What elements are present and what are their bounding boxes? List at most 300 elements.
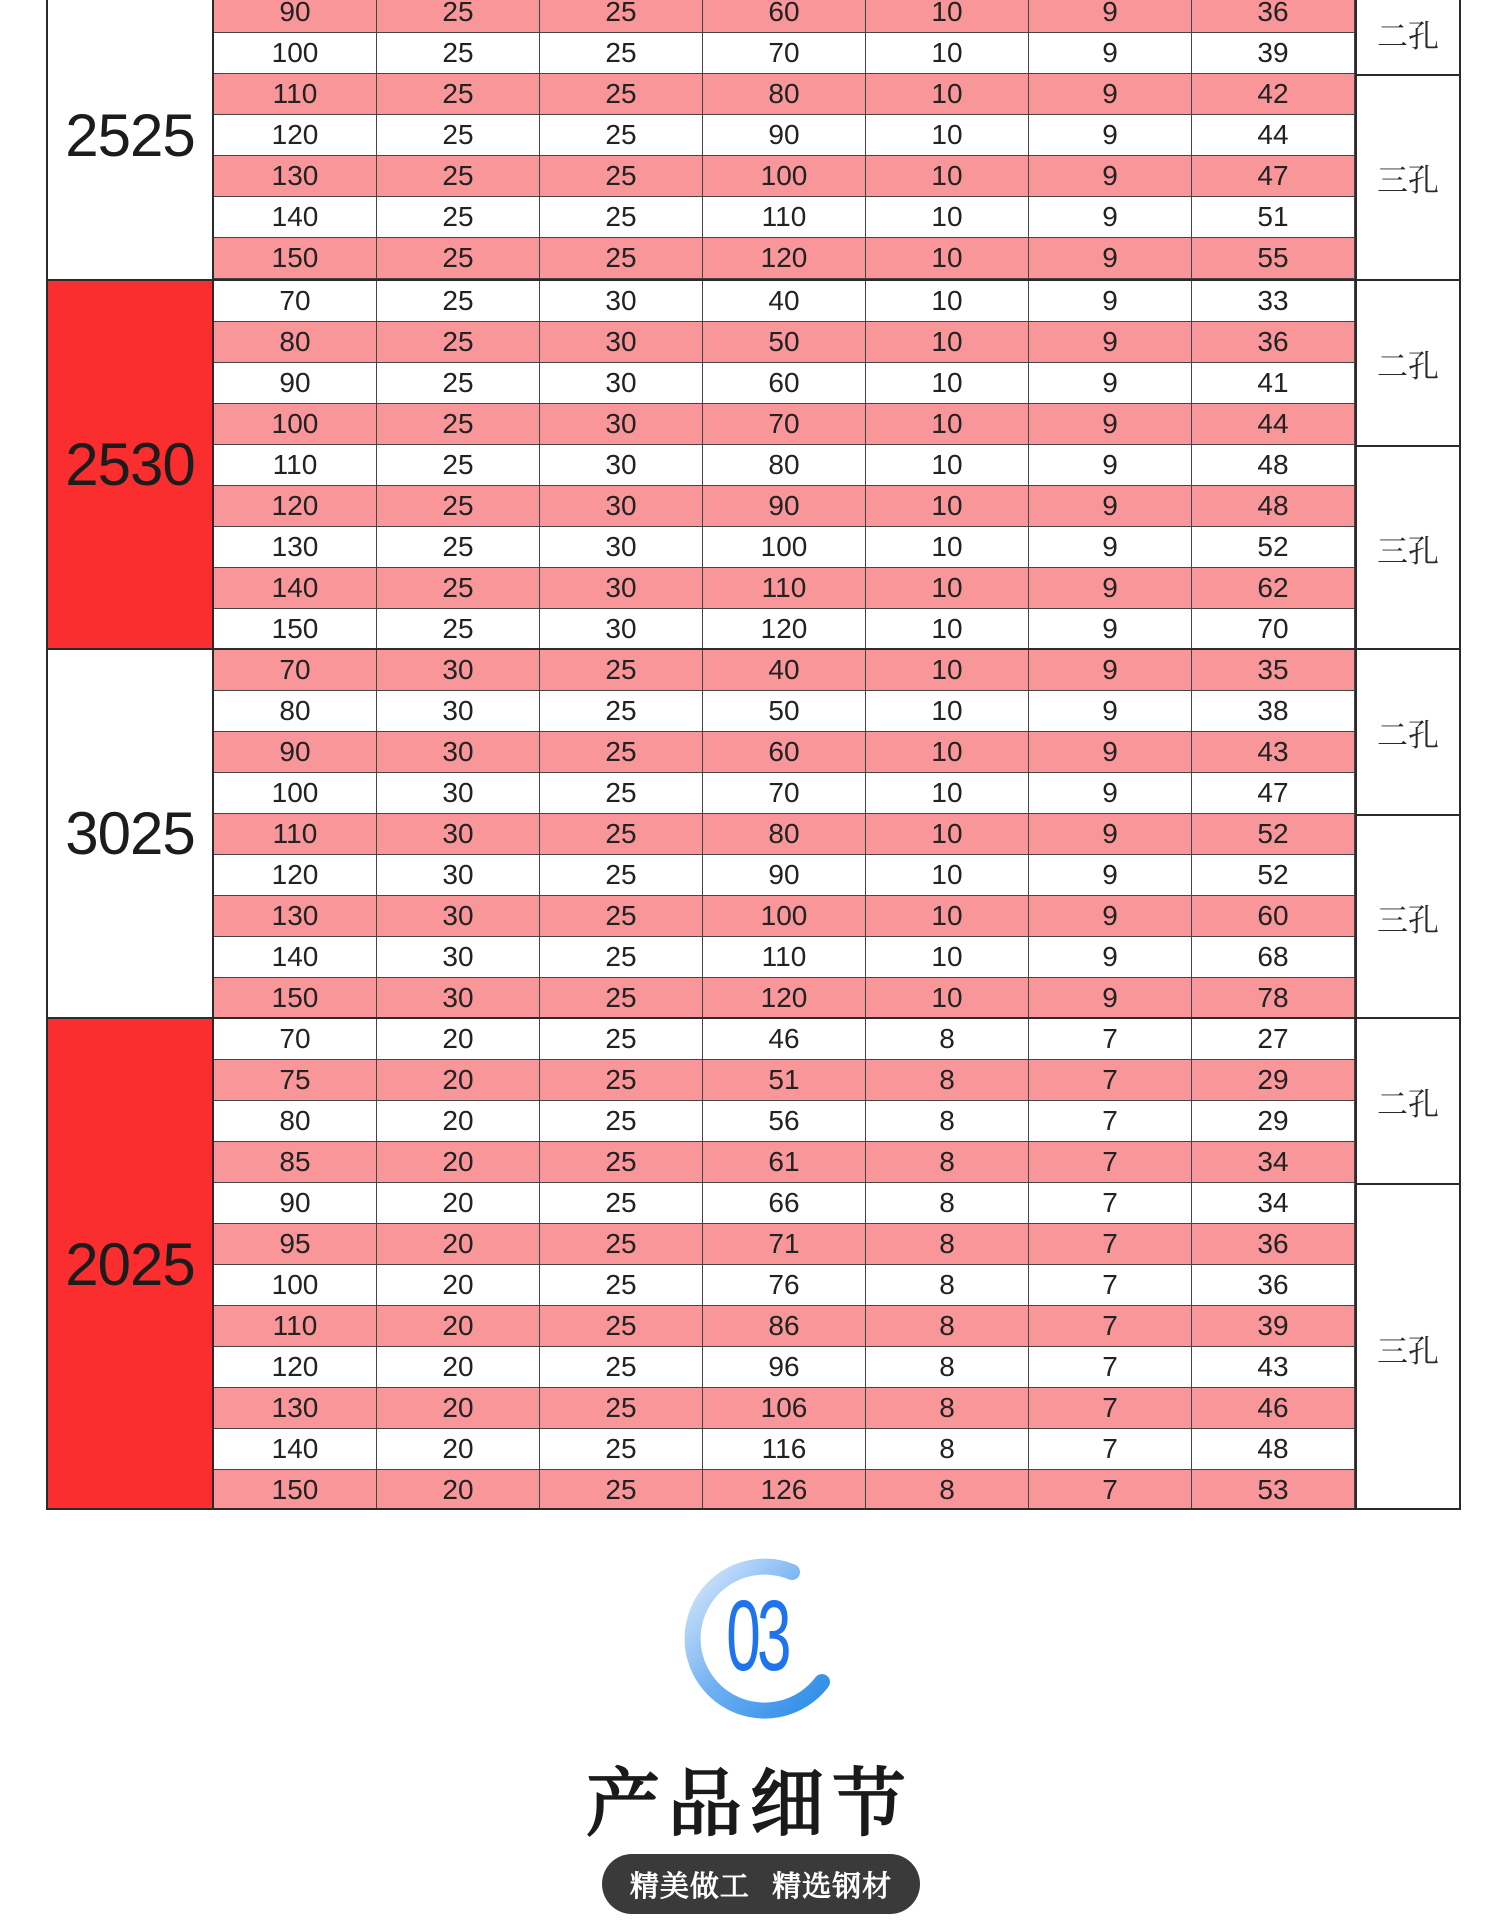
table-cell: 60: [703, 732, 866, 772]
table-cell: 25: [377, 33, 540, 73]
hole-count-label: 二孔: [1355, 1019, 1459, 1183]
table-cell: 10: [866, 773, 1029, 813]
model-group: [48, 279, 1459, 648]
table-cell: 130: [214, 896, 377, 936]
table-cell: 130: [214, 156, 377, 196]
table-cell: 25: [377, 363, 540, 403]
table-cell: 80: [703, 74, 866, 114]
table-cell: 150: [214, 1470, 377, 1510]
table-cell: 25: [540, 156, 703, 196]
table-row: [214, 609, 1355, 650]
table-cell: 25: [377, 281, 540, 321]
table-cell: 8: [866, 1183, 1029, 1223]
table-cell: 25: [377, 322, 540, 362]
table-cell: 10: [866, 197, 1029, 237]
table-cell: 8: [866, 1060, 1029, 1100]
table-cell: 25: [540, 1101, 703, 1141]
table-cell: 120: [214, 486, 377, 526]
table-cell: 20: [377, 1183, 540, 1223]
table-cell: 25: [540, 1470, 703, 1510]
table-cell: 40: [703, 281, 866, 321]
table-cell: 70: [214, 281, 377, 321]
table-cell: 30: [377, 732, 540, 772]
table-cell: 100: [214, 1265, 377, 1305]
table-cell: 10: [866, 855, 1029, 895]
table-cell: 7: [1029, 1060, 1192, 1100]
table-cell: 7: [1029, 1306, 1192, 1346]
table-cell: 120: [214, 1347, 377, 1387]
table-cell: 53: [1192, 1470, 1355, 1510]
table-cell: 9: [1029, 115, 1192, 155]
table-cell: 39: [1192, 33, 1355, 73]
table-cell: 100: [703, 527, 866, 567]
table-cell: 140: [214, 197, 377, 237]
table-cell: 25: [540, 33, 703, 73]
table-cell: 10: [866, 156, 1029, 196]
table-cell: 9: [1029, 33, 1192, 73]
table-cell: 150: [214, 238, 377, 278]
table-cell: 48: [1192, 445, 1355, 485]
table-cell: 25: [540, 732, 703, 772]
table-cell: 140: [214, 937, 377, 977]
table-cell: 20: [377, 1265, 540, 1305]
table-cell: 9: [1029, 404, 1192, 444]
table-cell: 150: [214, 978, 377, 1018]
table-cell: 106: [703, 1388, 866, 1428]
hole-count-label: 三孔: [1355, 74, 1459, 279]
table-cell: 30: [540, 527, 703, 567]
table-cell: 78: [1192, 978, 1355, 1018]
table-cell: 120: [703, 238, 866, 278]
table-cell: 29: [1192, 1101, 1355, 1141]
table-cell: 25: [540, 978, 703, 1018]
table-cell: 25: [540, 773, 703, 813]
table-cell: 30: [377, 896, 540, 936]
table-cell: 44: [1192, 404, 1355, 444]
table-cell: 9: [1029, 937, 1192, 977]
model-label: 3025: [48, 650, 214, 1017]
table-row: [214, 363, 1355, 404]
section-number-badge: [672, 1550, 842, 1730]
table-cell: 85: [214, 1142, 377, 1182]
table-cell: 25: [540, 1429, 703, 1469]
table-cell: 10: [866, 568, 1029, 608]
table-cell: 52: [1192, 855, 1355, 895]
section-subtitle-pill: 精美做工 精选钢材: [602, 1854, 920, 1914]
model-group: [48, 0, 1459, 279]
model-group: [48, 1017, 1459, 1509]
table-cell: 10: [866, 238, 1029, 278]
section-number: 03: [726, 1579, 788, 1692]
table-cell: 30: [540, 322, 703, 362]
table-cell: 25: [540, 1060, 703, 1100]
table-cell: 7: [1029, 1429, 1192, 1469]
table-cell: 110: [214, 814, 377, 854]
table-cell: 30: [377, 978, 540, 1018]
table-cell: 30: [377, 855, 540, 895]
table-cell: 60: [703, 363, 866, 403]
table-cell: 80: [703, 445, 866, 485]
table-cell: 51: [703, 1060, 866, 1100]
table-cell: 62: [1192, 568, 1355, 608]
table-row: [214, 527, 1355, 568]
table-cell: 7: [1029, 1142, 1192, 1182]
table-row: [214, 1101, 1355, 1142]
table-cell: 80: [214, 1101, 377, 1141]
table-cell: 9: [1029, 74, 1192, 114]
table-row: [214, 691, 1355, 732]
table-cell: 34: [1192, 1183, 1355, 1223]
table-cell: 90: [214, 1183, 377, 1223]
table-row: [214, 1142, 1355, 1183]
table-cell: 25: [540, 1142, 703, 1182]
table-cell: 25: [377, 197, 540, 237]
table-cell: 10: [866, 0, 1029, 32]
table-cell: 46: [1192, 1388, 1355, 1428]
table-cell: 25: [540, 691, 703, 731]
table-cell: 20: [377, 1019, 540, 1059]
table-cell: 8: [866, 1224, 1029, 1264]
table-cell: 30: [540, 609, 703, 649]
table-cell: 80: [214, 322, 377, 362]
table-cell: 55: [1192, 238, 1355, 278]
table-cell: 80: [703, 814, 866, 854]
table-row: [214, 978, 1355, 1019]
table-cell: 41: [1192, 363, 1355, 403]
table-cell: 9: [1029, 814, 1192, 854]
table-row: [214, 1429, 1355, 1470]
table-cell: 52: [1192, 814, 1355, 854]
table-cell: 25: [540, 0, 703, 32]
table-cell: 116: [703, 1429, 866, 1469]
table-cell: 80: [214, 691, 377, 731]
table-cell: 50: [703, 322, 866, 362]
table-cell: 30: [540, 568, 703, 608]
table-cell: 25: [377, 445, 540, 485]
table-cell: 43: [1192, 732, 1355, 772]
table-cell: 8: [866, 1019, 1029, 1059]
model-label: 2530: [48, 281, 214, 648]
table-cell: 70: [703, 773, 866, 813]
table-cell: 70: [214, 1019, 377, 1059]
table-row: [214, 115, 1355, 156]
table-cell: 9: [1029, 568, 1192, 608]
table-cell: 75: [214, 1060, 377, 1100]
table-cell: 76: [703, 1265, 866, 1305]
table-cell: 90: [214, 732, 377, 772]
table-cell: 66: [703, 1183, 866, 1223]
table-cell: 8: [866, 1101, 1029, 1141]
table-cell: 25: [540, 197, 703, 237]
table-cell: 100: [214, 33, 377, 73]
table-cell: 7: [1029, 1388, 1192, 1428]
table-cell: 10: [866, 896, 1029, 936]
table-cell: 90: [703, 855, 866, 895]
table-cell: 9: [1029, 609, 1192, 649]
table-row: [214, 0, 1355, 33]
table-row: [214, 238, 1355, 279]
table-cell: 8: [866, 1142, 1029, 1182]
table-cell: 10: [866, 978, 1029, 1018]
table-cell: 36: [1192, 1265, 1355, 1305]
table-cell: 34: [1192, 1142, 1355, 1182]
table-cell: 8: [866, 1347, 1029, 1387]
table-cell: 20: [377, 1347, 540, 1387]
table-cell: 10: [866, 74, 1029, 114]
table-cell: 10: [866, 322, 1029, 362]
table-row: [214, 937, 1355, 978]
table-cell: 140: [214, 1429, 377, 1469]
table-cell: 70: [703, 404, 866, 444]
table-row: [214, 814, 1355, 855]
table-cell: 25: [377, 404, 540, 444]
table-cell: 110: [703, 937, 866, 977]
hole-count-label: 三孔: [1355, 1183, 1459, 1510]
table-cell: 25: [540, 855, 703, 895]
table-cell: 25: [540, 1224, 703, 1264]
table-cell: 25: [540, 937, 703, 977]
table-row: [214, 404, 1355, 445]
table-cell: 10: [866, 527, 1029, 567]
model-label: 2525: [48, 0, 214, 279]
table-cell: 9: [1029, 527, 1192, 567]
table-cell: 20: [377, 1429, 540, 1469]
table-cell: 8: [866, 1470, 1029, 1510]
table-cell: 70: [214, 650, 377, 690]
table-cell: 20: [377, 1224, 540, 1264]
table-cell: 90: [703, 115, 866, 155]
table-cell: 120: [214, 115, 377, 155]
table-cell: 47: [1192, 156, 1355, 196]
table-cell: 61: [703, 1142, 866, 1182]
table-cell: 8: [866, 1429, 1029, 1469]
table-row: [214, 855, 1355, 896]
table-cell: 25: [377, 238, 540, 278]
table-cell: 110: [214, 1306, 377, 1346]
table-cell: 30: [540, 404, 703, 444]
table-row: [214, 1019, 1355, 1060]
table-cell: 8: [866, 1265, 1029, 1305]
table-cell: 95: [214, 1224, 377, 1264]
table-cell: 25: [540, 1183, 703, 1223]
table-cell: 25: [540, 115, 703, 155]
table-row: [214, 1306, 1355, 1347]
table-cell: 90: [703, 486, 866, 526]
table-cell: 25: [540, 814, 703, 854]
table-cell: 42: [1192, 74, 1355, 114]
table-cell: 9: [1029, 486, 1192, 526]
table-cell: 20: [377, 1060, 540, 1100]
table-cell: 8: [866, 1388, 1029, 1428]
table-cell: 126: [703, 1470, 866, 1510]
hole-count-label: 二孔: [1355, 281, 1459, 445]
table-row: [214, 1183, 1355, 1224]
table-cell: 20: [377, 1470, 540, 1510]
table-cell: 96: [703, 1347, 866, 1387]
table-cell: 33: [1192, 281, 1355, 321]
table-row: [214, 156, 1355, 197]
table-cell: 60: [1192, 896, 1355, 936]
table-cell: 10: [866, 937, 1029, 977]
table-cell: 71: [703, 1224, 866, 1264]
table-cell: 30: [377, 814, 540, 854]
table-cell: 48: [1192, 486, 1355, 526]
table-cell: 9: [1029, 773, 1192, 813]
table-cell: 70: [703, 33, 866, 73]
table-cell: 9: [1029, 978, 1192, 1018]
table-cell: 7: [1029, 1101, 1192, 1141]
table-row: [214, 1388, 1355, 1429]
table-cell: 30: [377, 937, 540, 977]
table-cell: 70: [1192, 609, 1355, 649]
table-cell: 150: [214, 609, 377, 649]
table-cell: 9: [1029, 732, 1192, 772]
hole-count-label: 三孔: [1355, 814, 1459, 1019]
table-cell: 38: [1192, 691, 1355, 731]
table-cell: 25: [377, 527, 540, 567]
table-row: [214, 486, 1355, 527]
table-cell: 10: [866, 281, 1029, 321]
table-cell: 120: [703, 609, 866, 649]
table-cell: 36: [1192, 1224, 1355, 1264]
table-cell: 10: [866, 363, 1029, 403]
table-cell: 27: [1192, 1019, 1355, 1059]
table-row: [214, 197, 1355, 238]
table-cell: 25: [540, 1306, 703, 1346]
table-cell: 9: [1029, 156, 1192, 196]
table-cell: 110: [214, 445, 377, 485]
table-row: [214, 1347, 1355, 1388]
table-cell: 25: [540, 1388, 703, 1428]
table-cell: 25: [540, 1347, 703, 1387]
table-cell: 8: [866, 1306, 1029, 1346]
table-cell: 20: [377, 1142, 540, 1182]
table-row: [214, 1224, 1355, 1265]
table-cell: 40: [703, 650, 866, 690]
table-cell: 43: [1192, 1347, 1355, 1387]
table-cell: 60: [703, 0, 866, 32]
table-cell: 10: [866, 115, 1029, 155]
table-cell: 9: [1029, 855, 1192, 895]
table-cell: 100: [703, 156, 866, 196]
table-cell: 29: [1192, 1060, 1355, 1100]
table-cell: 25: [540, 650, 703, 690]
table-cell: 9: [1029, 322, 1192, 362]
table-cell: 30: [540, 281, 703, 321]
table-cell: 25: [377, 609, 540, 649]
table-cell: 7: [1029, 1347, 1192, 1387]
table-cell: 30: [540, 445, 703, 485]
table-row: [214, 1060, 1355, 1101]
table-cell: 25: [377, 74, 540, 114]
hole-count-label: 二孔: [1355, 650, 1459, 814]
table-cell: 30: [540, 486, 703, 526]
table-cell: 7: [1029, 1470, 1192, 1510]
table-cell: 130: [214, 1388, 377, 1428]
table-row: [214, 650, 1355, 691]
table-cell: 10: [866, 650, 1029, 690]
table-cell: 10: [866, 691, 1029, 731]
table-row: [214, 773, 1355, 814]
table-cell: 46: [703, 1019, 866, 1059]
table-cell: 52: [1192, 527, 1355, 567]
table-cell: 9: [1029, 238, 1192, 278]
table-cell: 120: [703, 978, 866, 1018]
table-cell: 25: [540, 1265, 703, 1305]
table-cell: 9: [1029, 363, 1192, 403]
table-cell: 44: [1192, 115, 1355, 155]
table-cell: 25: [377, 115, 540, 155]
model-label: 2025: [48, 1019, 214, 1509]
table-cell: 7: [1029, 1183, 1192, 1223]
table-cell: 36: [1192, 322, 1355, 362]
table-cell: 100: [214, 404, 377, 444]
table-cell: 100: [703, 896, 866, 936]
table-cell: 120: [214, 855, 377, 895]
table-cell: 20: [377, 1388, 540, 1428]
table-cell: 90: [214, 363, 377, 403]
table-cell: 9: [1029, 691, 1192, 731]
table-cell: 10: [866, 404, 1029, 444]
table-cell: 110: [214, 74, 377, 114]
table-cell: 7: [1029, 1224, 1192, 1264]
table-cell: 7: [1029, 1265, 1192, 1305]
hole-count-label: 二孔: [1355, 0, 1459, 74]
table-cell: 7: [1029, 1019, 1192, 1059]
table-cell: 9: [1029, 650, 1192, 690]
table-cell: 25: [377, 568, 540, 608]
table-row: [214, 74, 1355, 115]
table-cell: 48: [1192, 1429, 1355, 1469]
table-cell: 56: [703, 1101, 866, 1141]
table-cell: 35: [1192, 650, 1355, 690]
table-cell: 9: [1029, 281, 1192, 321]
table-row: [214, 568, 1355, 609]
table-cell: 10: [866, 33, 1029, 73]
table-cell: 10: [866, 445, 1029, 485]
table-cell: 36: [1192, 0, 1355, 32]
table-cell: 10: [866, 732, 1029, 772]
table-cell: 140: [214, 568, 377, 608]
table-cell: 9: [1029, 445, 1192, 485]
table-row: [214, 1470, 1355, 1510]
model-group: [48, 648, 1459, 1017]
table-cell: 51: [1192, 197, 1355, 237]
section-title: 产品细节: [586, 1761, 914, 1847]
table-cell: 130: [214, 527, 377, 567]
table-cell: 110: [703, 568, 866, 608]
table-cell: 39: [1192, 1306, 1355, 1346]
table-row: [214, 445, 1355, 486]
table-cell: 25: [540, 74, 703, 114]
table-cell: 10: [866, 814, 1029, 854]
table-cell: 30: [377, 650, 540, 690]
table-cell: 9: [1029, 0, 1192, 32]
table-row: [214, 281, 1355, 322]
table-cell: 20: [377, 1101, 540, 1141]
table-cell: 100: [214, 773, 377, 813]
table-row: [214, 896, 1355, 937]
table-cell: 9: [1029, 896, 1192, 936]
table-cell: 30: [540, 363, 703, 403]
table-cell: 25: [377, 0, 540, 32]
table-cell: 25: [540, 1019, 703, 1059]
table-cell: 110: [703, 197, 866, 237]
table-cell: 9: [1029, 197, 1192, 237]
table-cell: 25: [540, 238, 703, 278]
table-row: [214, 33, 1355, 74]
table-cell: 25: [377, 156, 540, 196]
